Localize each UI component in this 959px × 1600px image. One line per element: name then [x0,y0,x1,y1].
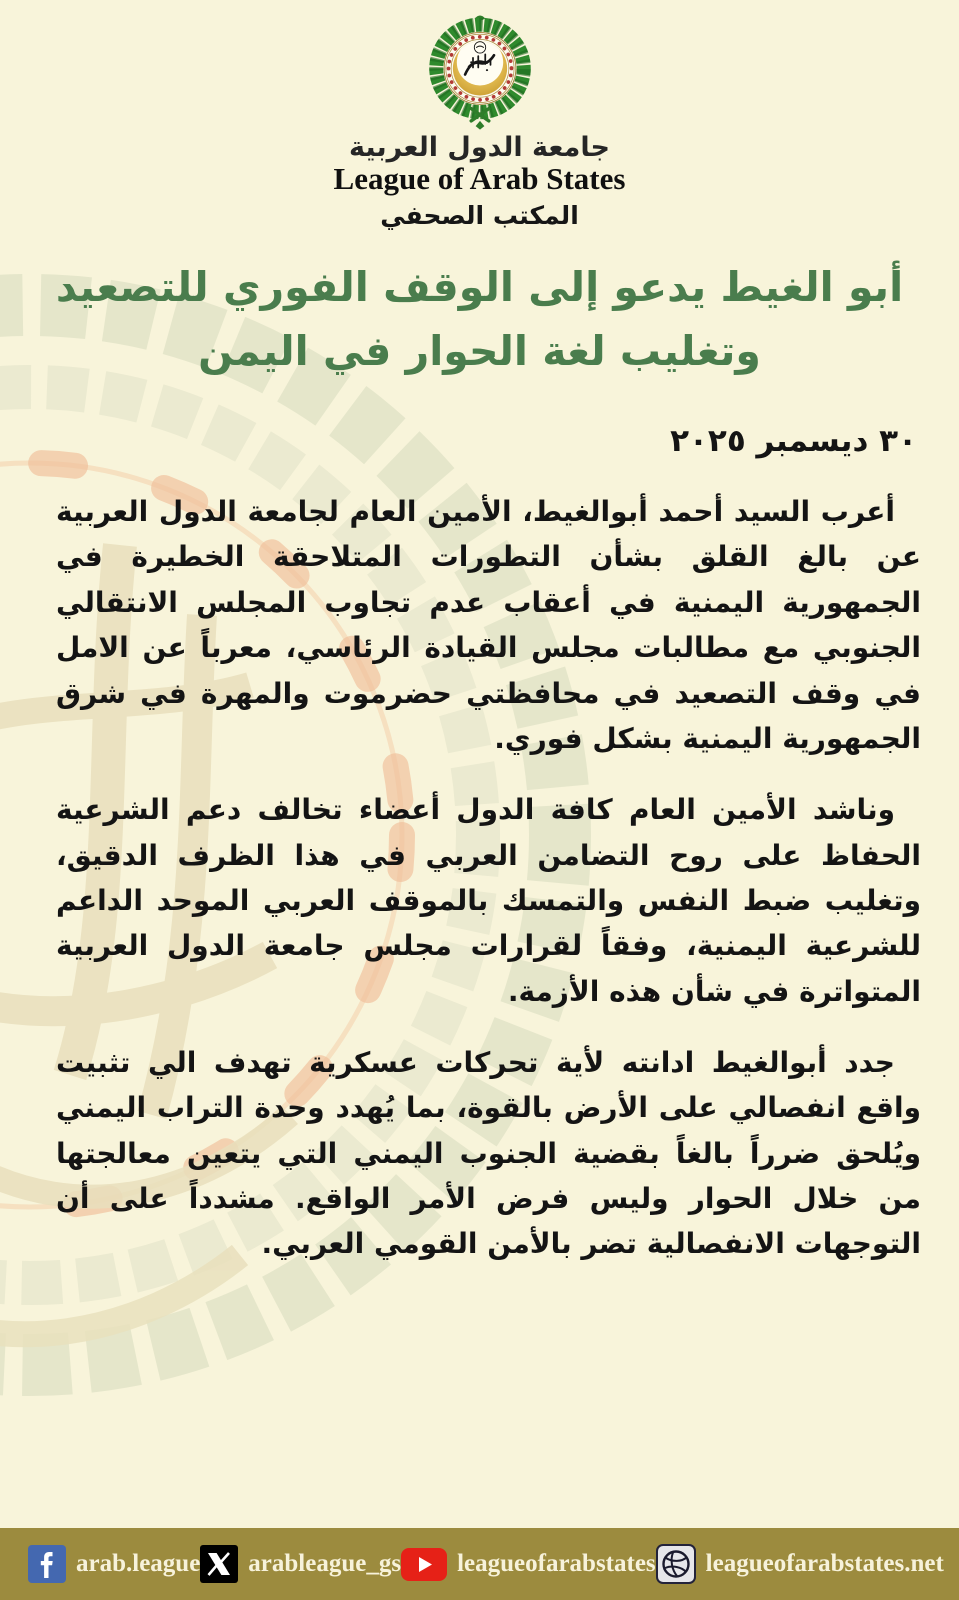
letterhead [0,0,959,230]
press-release-body [0,489,959,1267]
x-twitter-link[interactable] [200,1545,401,1583]
x-twitter-icon [200,1545,238,1583]
facebook-link[interactable] [28,1545,200,1583]
paragraph-1: أعرب السيد أحمد أبوالغيط، الأمين العام لجامعة الدول العربية عن بالغ القلق بشأن التطورات المتلاحقة الخطيرة في الجمهورية اليمنية في أعقاب عدم تجاوب المجلس الانتقالي الجنوبي مع مطالبات مجلس القيادة الرئاسي، معرباً عن الامل في وقف التصعيد في محافظتي حضرموت والمهرة في شرق الجمهورية اليمنية بشكل فوري. [56,495,921,755]
website-link[interactable] [656,1544,944,1584]
arab-league-logo [410,12,550,130]
headline [34,256,925,383]
facebook-icon [28,1545,66,1583]
headline-line-1: أبو الغيط يدعو إلى الوقف الفوري للتصعيد [55,263,904,311]
press-office-label: المكتب الصحفي [380,201,579,230]
social-footer [0,1528,959,1600]
facebook-handle: arab.league [76,1550,201,1577]
website-handle: leagueofarabstates.net [705,1550,944,1577]
org-name-arabic: جامعة الدول العربية [349,132,610,163]
org-name-english: League of Arab States [333,161,626,196]
paragraph-3: جدد أبوالغيط ادانته لأية تحركات عسكرية تهدف الي تثبيت واقع انفصالي على الأرض بالقوة، بما يُهدد وحدة التراب اليمني ويُلحق ضرراً بالغاً بقضية الجنوب اليمني التي يتعين معالجتها من خلال الحوار وليس فرض الأمر الواقع. مشدداً على أن التوجهات الانفصالية تضر بالأمن القومي العربي. [56,1046,921,1261]
youtube-link[interactable] [401,1548,656,1581]
youtube-icon [401,1548,447,1581]
headline-line-2: وتغليب لغة الحوار في اليمن [198,326,761,375]
globe-icon [656,1544,696,1584]
paragraph-2: وناشد الأمين العام كافة الدول أعضاء تخالف دعم الشرعية الحفاظ على روح التضامن العربي في هذا الظرف الدقيق، وتغليب ضبط النفس والتمسك بالموقف العربي الموحد الداعم للشرعية اليمنية، وفقاً لقرارات مجلس جامعة الدول العربية المتواترة في شأن هذه الأزمة. [56,793,921,1008]
youtube-handle: leagueofarabstates [457,1550,656,1577]
release-date: ٣٠ ديسمبر ٢٠٢٥ [670,423,917,460]
x-twitter-handle: arableague_gs [248,1550,402,1577]
